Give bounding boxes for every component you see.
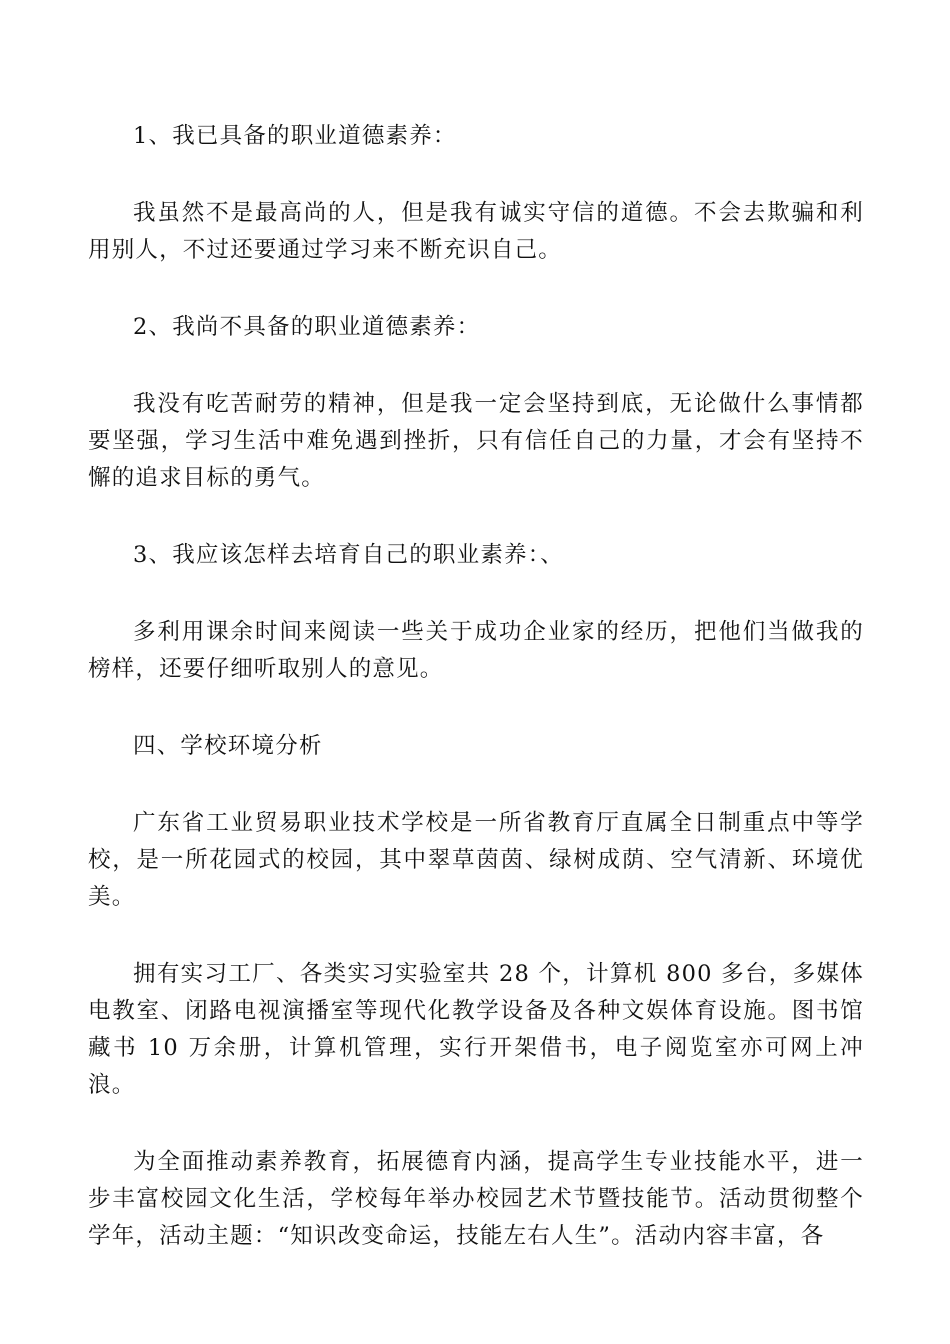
paragraph-2: 我没有吃苦耐劳的精神，但是我一定会坚持到底，无论做什么事情都要坚强，学习生活中难免遇到挫折，只有信任自己的力量，才会有坚持不懈的追求目标的勇气。	[88, 391, 864, 491]
section-heading-3: 3、我应该怎样去培育自己的职业素养：、	[133, 542, 564, 568]
paragraph-4: 广东省工业贸易职业技术学校是一所省教育厅直属全日制重点中等学校，是一所花园式的校园，其中翠草茵茵、绿树成荫、空气清新、环境优美。	[88, 810, 864, 910]
document-page	[88, 118, 864, 1295]
section-heading-1: 1、我已具备的职业道德素养：	[133, 123, 457, 149]
paragraph-1: 我虽然不是最高尚的人，但是我有诚实守信的道德。不会去欺骗和利用别人，不过还要通过学习来不断充识自己。	[88, 200, 864, 263]
paragraph-3: 多利用课余时间来阅读一些关于成功企业家的经历，把他们当做我的榜样，还要仔细听取别人的意见。	[88, 619, 864, 682]
section-heading-2: 2、我尚不具备的职业道德素养：	[133, 314, 481, 340]
paragraph-5: 拥有实习工厂、各类实习实验室共 28 个，计算机 800 多台，多媒体电教室、闭路电视演播室等现代化教学设备及各种文娱体育设施。图书馆藏书 10 万余册，计算机管理，实行开架借书，电子阅览室亦可网上冲浪。	[88, 961, 864, 1098]
section-heading-4: 四、学校环境分析	[133, 733, 323, 759]
paragraph-6: 为全面推动素养教育，拓展德育内涵，提高学生专业技能水平，进一步丰富校园文化生活，学校每年举办校园艺术节暨技能节。活动贯彻整个学年，活动主题：“知识改变命运，技能左右人生”。活动内容丰富，各	[88, 1149, 864, 1249]
